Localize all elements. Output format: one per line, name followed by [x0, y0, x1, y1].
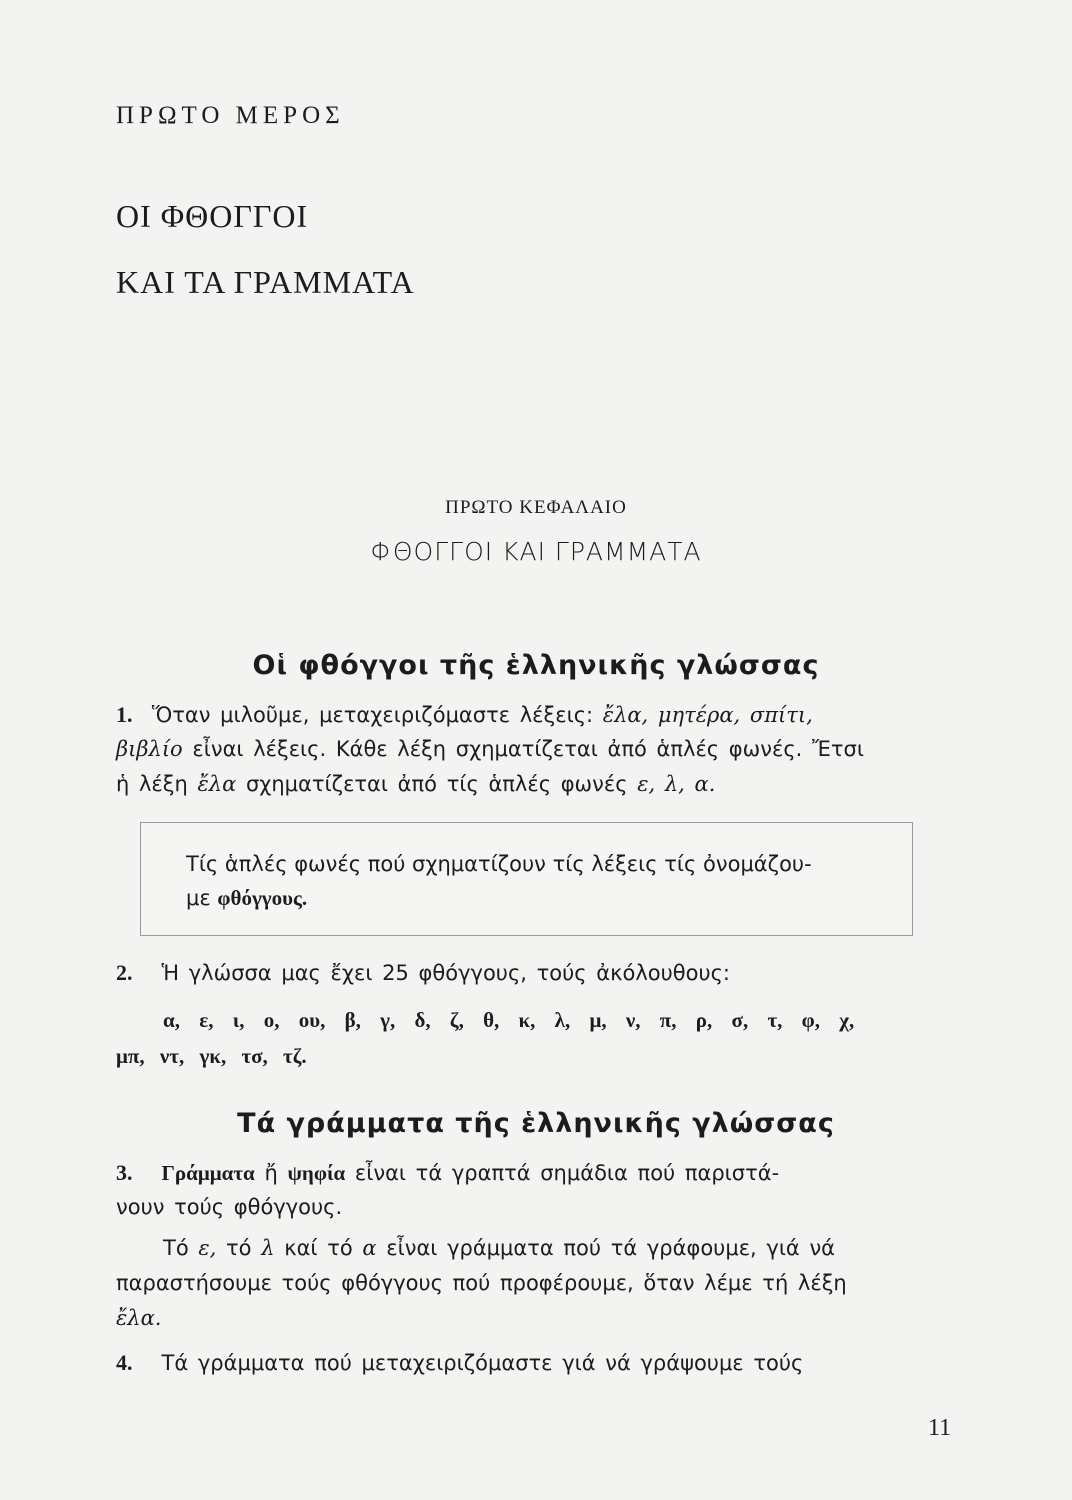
paragraph-3-line-1: 3. Γράμματα ἤ ψηφία εἶναι τά γραπτά σημάδια πού παριστά- — [116, 1160, 780, 1185]
definition-box — [140, 822, 913, 936]
part-title: ΠΡΩΤΟ ΜΕΡΟΣ — [116, 102, 345, 129]
chapter-title: ΦΘΟΓΓΟΙ ΚΑΙ ΓΡΑΜΜΑΤΑ — [370, 537, 702, 566]
paragraph-2-line-1: 2. Ἡ γλώσσα μας ἔχει 25 φθόγγους, τούς ἀκόλουθους: — [116, 960, 731, 985]
chapter-number: ΠΡΩΤΟ ΚΕΦΑΛΑΙΟ — [445, 497, 627, 518]
paragraph-3-line-2: νουν τούς φθόγγους. — [116, 1195, 343, 1219]
definition-line-1: Τίς ἁπλές φωνές πού σχηματίζουν τίς λέξεις τίς ὀνομάζου- — [186, 852, 812, 876]
definition-line-2: με φθόγγους. — [186, 886, 308, 910]
paragraph-3-line-3: Τό ε, τό λ καί τό α εἶναι γράμματα πού τά γράφουμε, γιά νά — [163, 1236, 836, 1260]
section-title-letters: Τά γράμματα τῆς ἑλληνικῆς γλώσσας — [237, 1108, 835, 1139]
section-title-sounds: Οἱ φθόγγοι τῆς ἑλληνικῆς γλώσσας — [252, 650, 820, 681]
page-number: 11 — [928, 1415, 952, 1441]
paragraph-3-line-4: παραστήσουμε τούς φθόγγους πού προφέρουμε, ὅταν λέμε τή λέξη — [116, 1271, 847, 1295]
main-title-line-1: ΟΙ ΦΘΟΓΓΟΙ — [116, 198, 309, 234]
sound-list-line-2: μπ, ντ, γκ, τσ, τζ. — [116, 1044, 307, 1068]
paragraph-number: 1. — [116, 702, 133, 727]
main-title-line-2: ΚΑΙ ΤΑ ΓΡΑΜΜΑΤΑ — [116, 264, 415, 300]
paragraph-1-line-2: βιβλίο εἶναι λέξεις. Κάθε λέξη σχηματίζεται ἀπό ἁπλές φωνές. Ἔτσι — [116, 737, 864, 761]
paragraph-4-line-1: 4. Τά γράμματα πού μεταχειριζόμαστε γιά νά γράψουμε τούς — [116, 1350, 804, 1375]
sound-list-line-1: α, ε, ι, ο, ου, β, γ, δ, ζ, θ, κ, λ, μ, ν, π, ρ, σ, τ, φ, χ, — [163, 1008, 855, 1032]
paragraph-1-line-3: ἡ λέξη ἔλα σχηματίζεται ἀπό τίς ἁπλές φωνές ε, λ, α. — [116, 772, 716, 796]
paragraph-1-line-1: 1. Ὅταν μιλοῦμε, μεταχειριζόμαστε λέξεις: ἔλα, μητέρα, σπίτι, — [116, 702, 813, 727]
paragraph-3-line-5: ἔλα. — [116, 1306, 162, 1330]
